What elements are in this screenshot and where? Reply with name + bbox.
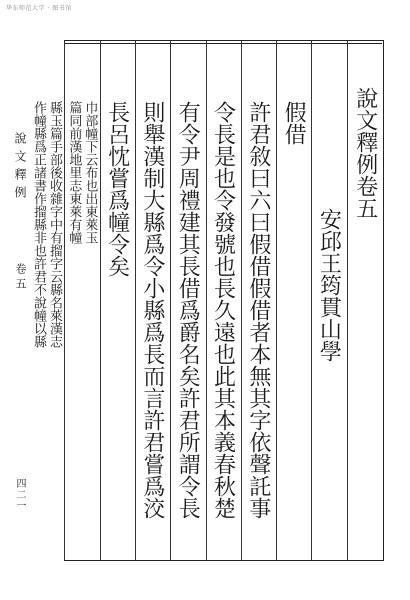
margin-book-title: 說文釋例 — [13, 132, 27, 204]
annotation-text-left: 篇同前漢地里志東萊有幢 — [66, 101, 82, 244]
text-column-body — [170, 41, 206, 560]
annotation-text-left: 作幢縣爲正諸書作㨨縣非也許君不說幢以縣 — [31, 101, 47, 348]
author-line: 安邱王筠貫山學 — [316, 208, 342, 362]
annotation-text-right: 巾部幢下云布也出東萊玉 — [82, 101, 98, 244]
text-column-author — [311, 41, 347, 560]
text-column-note — [64, 41, 100, 560]
margin-volume: 卷五 — [14, 263, 27, 293]
watermark: 华东师范大学 · 图书馆 — [6, 5, 72, 12]
body-text: 令長是也令發號也長久遠也此其本義春秋楚 — [210, 101, 236, 519]
text-column-body — [206, 41, 242, 560]
body-text: 則舉漢制大縣爲令小縣爲長而言許君嘗爲洨 — [139, 101, 165, 519]
text-column-body — [135, 41, 171, 560]
text-column-heading — [276, 41, 312, 560]
page-margin-label — [12, 118, 28, 538]
text-column-body — [241, 41, 277, 560]
body-text: 長呂忱嘗爲幢令矣 — [104, 101, 130, 277]
body-text: 許君敘曰六曰假借假借者本無其字依聲託事 — [245, 101, 271, 519]
text-frame — [31, 40, 384, 561]
section-heading: 假借 — [281, 101, 307, 145]
annotation-text-right: 縣玉篇手部後收雜字中有㨨字云縣名萊漢志 — [47, 101, 63, 348]
text-column-note — [29, 41, 65, 560]
margin-page-number: 四二一 — [14, 478, 25, 511]
chapter-title: 說文釋例卷五 — [352, 87, 378, 219]
text-column-body — [100, 41, 136, 560]
body-text: 有令尹周禮建其長借爲爵名矣許君所謂令長 — [175, 101, 201, 519]
text-column-title — [348, 41, 383, 560]
